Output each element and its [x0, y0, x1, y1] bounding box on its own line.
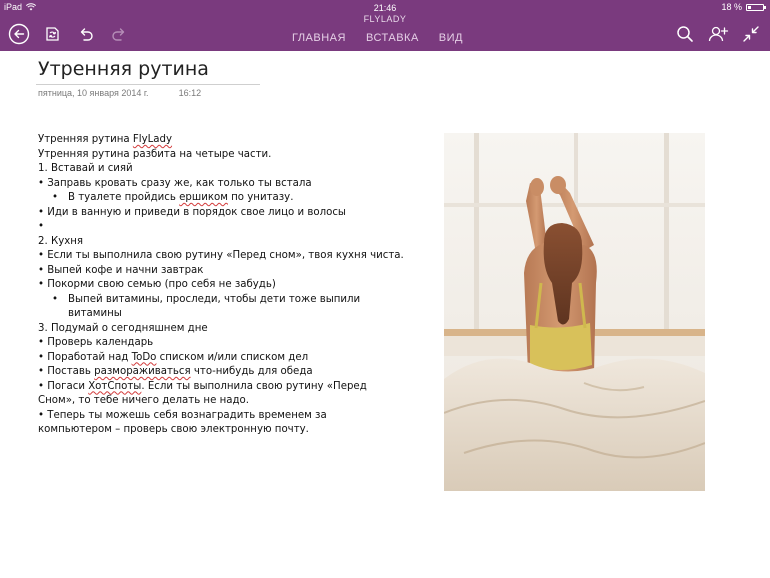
page-date: пятница, 10 января 2014 г. — [38, 88, 149, 98]
notebook-title: FLYLADY — [363, 14, 407, 24]
ribbon-tabs — [292, 32, 463, 44]
note-line: 3. Подумай о сегодняшнем дне — [38, 322, 208, 334]
app-header — [0, 0, 770, 51]
note-line: 1. Вставай и сияй — [38, 163, 133, 174]
note-sub-bullet: • В туалете пройдись ершиком по унитазу. — [52, 192, 294, 203]
note-line: • Иди в ванную и приведи в порядок свое лицо и волосы — [38, 206, 346, 218]
pages-button[interactable] — [41, 23, 63, 45]
clock: 21:46 — [373, 3, 397, 13]
spellcheck-word: ХотСпоты — [88, 380, 142, 392]
page-title[interactable]: Утренняя рутина — [38, 58, 209, 80]
note-line: • — [38, 221, 45, 232]
search-button[interactable] — [674, 23, 696, 45]
note-image[interactable] — [444, 133, 705, 491]
note-line: • Поставь размораживаться что-нибудь для обеда — [38, 366, 313, 377]
note-line: • Теперь ты можешь себя вознаградить временем за компьютером – проверь свою электронную почту. — [38, 409, 327, 435]
battery-percent: 18 % — [721, 2, 742, 12]
note-line: • Поработай над ToDo списком и/или списком дел — [38, 351, 309, 363]
back-circle-icon — [8, 23, 30, 45]
note-sub-bullet: • Выпей витамины, проследи, чтобы дети тоже выпили витамины — [52, 293, 361, 319]
note-line: • Проверь календарь — [38, 337, 154, 348]
note-line: Утренняя рутина FlyLady — [38, 134, 173, 145]
collapse-icon — [740, 23, 762, 45]
redo-button[interactable] — [108, 23, 130, 45]
spellcheck-word: FlyLady — [132, 134, 173, 145]
tab-home[interactable]: ГЛАВНАЯ — [292, 32, 346, 44]
note-line: • Выпей кофе и начни завтрак — [38, 264, 204, 276]
add-person-icon — [707, 23, 729, 45]
note-line: • Заправь кровать сразу же, как только ты встала — [38, 177, 312, 189]
tab-insert[interactable]: ВСТАВКА — [365, 32, 419, 44]
collapse-button[interactable] — [740, 23, 762, 45]
note-body[interactable] — [38, 133, 418, 438]
spellcheck-word: размораживаться — [94, 366, 191, 377]
back-button[interactable] — [8, 23, 30, 45]
note-line: • Погаси ХотСпоты. Если ты выполнила свою рутину «Перед Сном», то тебе ничего делать не надо. — [38, 380, 367, 406]
pages-sync-icon — [41, 23, 63, 45]
undo-button[interactable] — [75, 23, 97, 45]
page-meta — [38, 88, 201, 98]
stretching-woman-photo — [444, 133, 705, 491]
device-name: iPad — [4, 2, 23, 12]
note-line: 2. Кухня — [38, 235, 84, 247]
status-bar — [0, 0, 770, 14]
spellcheck-word: ершиком — [179, 192, 228, 203]
note-line: • Покорми свою семью (про себя не забудь) — [38, 279, 276, 290]
redo-icon — [108, 23, 130, 45]
search-icon — [674, 23, 696, 45]
title-divider — [36, 84, 260, 85]
note-line: Утренняя рутина разбита на четыре части. — [38, 148, 272, 160]
share-button[interactable] — [707, 23, 729, 45]
undo-icon — [75, 23, 97, 45]
note-line: • Если ты выполнила свою рутину «Перед сном», твоя кухня чиста. — [38, 250, 404, 261]
spellcheck-word: ToDo — [131, 351, 157, 363]
battery-icon — [746, 4, 764, 11]
page-time: 16:12 — [178, 88, 202, 98]
tab-view[interactable]: ВИД — [438, 32, 463, 44]
